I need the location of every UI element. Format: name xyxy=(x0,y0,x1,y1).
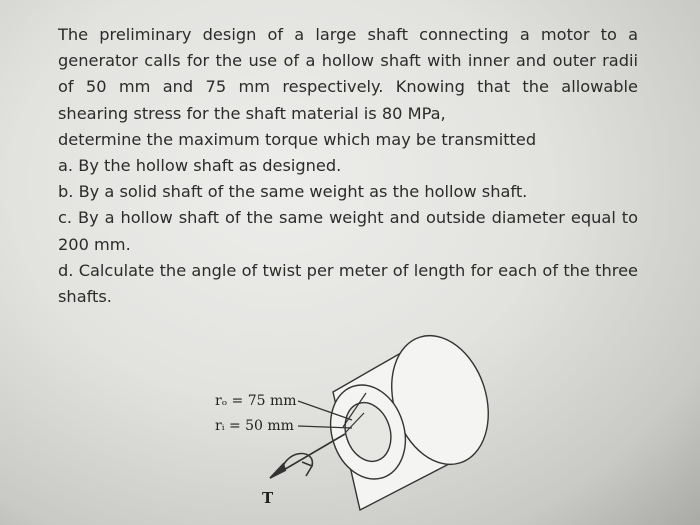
inner-radius-label: rᵢ = 50 mm xyxy=(215,418,294,434)
part-a: a. By the hollow shaft as designed. xyxy=(58,156,342,176)
torque-arrow xyxy=(270,434,345,478)
problem-statement: The preliminary design of a large shaft connecting a motor to a generator calls for the use of a hollow shaft with inner and outer radii of 50 mm and 75 mm respectively. Knowing that the allowable shearing stress for the shaft material is 80 MPa, xyxy=(58,25,638,123)
problem-statement-end: determine the maximum torque which may be transmitted xyxy=(58,129,537,149)
torque-label: T xyxy=(262,489,274,507)
part-c: c. By a hollow shaft of the same weight and outside diameter equal to 200 mm. xyxy=(58,208,638,254)
hollow-shaft xyxy=(319,323,504,510)
outer-radius-label: rₒ = 75 mm xyxy=(215,393,297,409)
part-d: d. Calculate the angle of twist per meter of length for each of the three shafts. xyxy=(58,260,638,307)
part-b: b. By a solid shaft of the same weight as the hollow shaft. xyxy=(58,182,528,202)
